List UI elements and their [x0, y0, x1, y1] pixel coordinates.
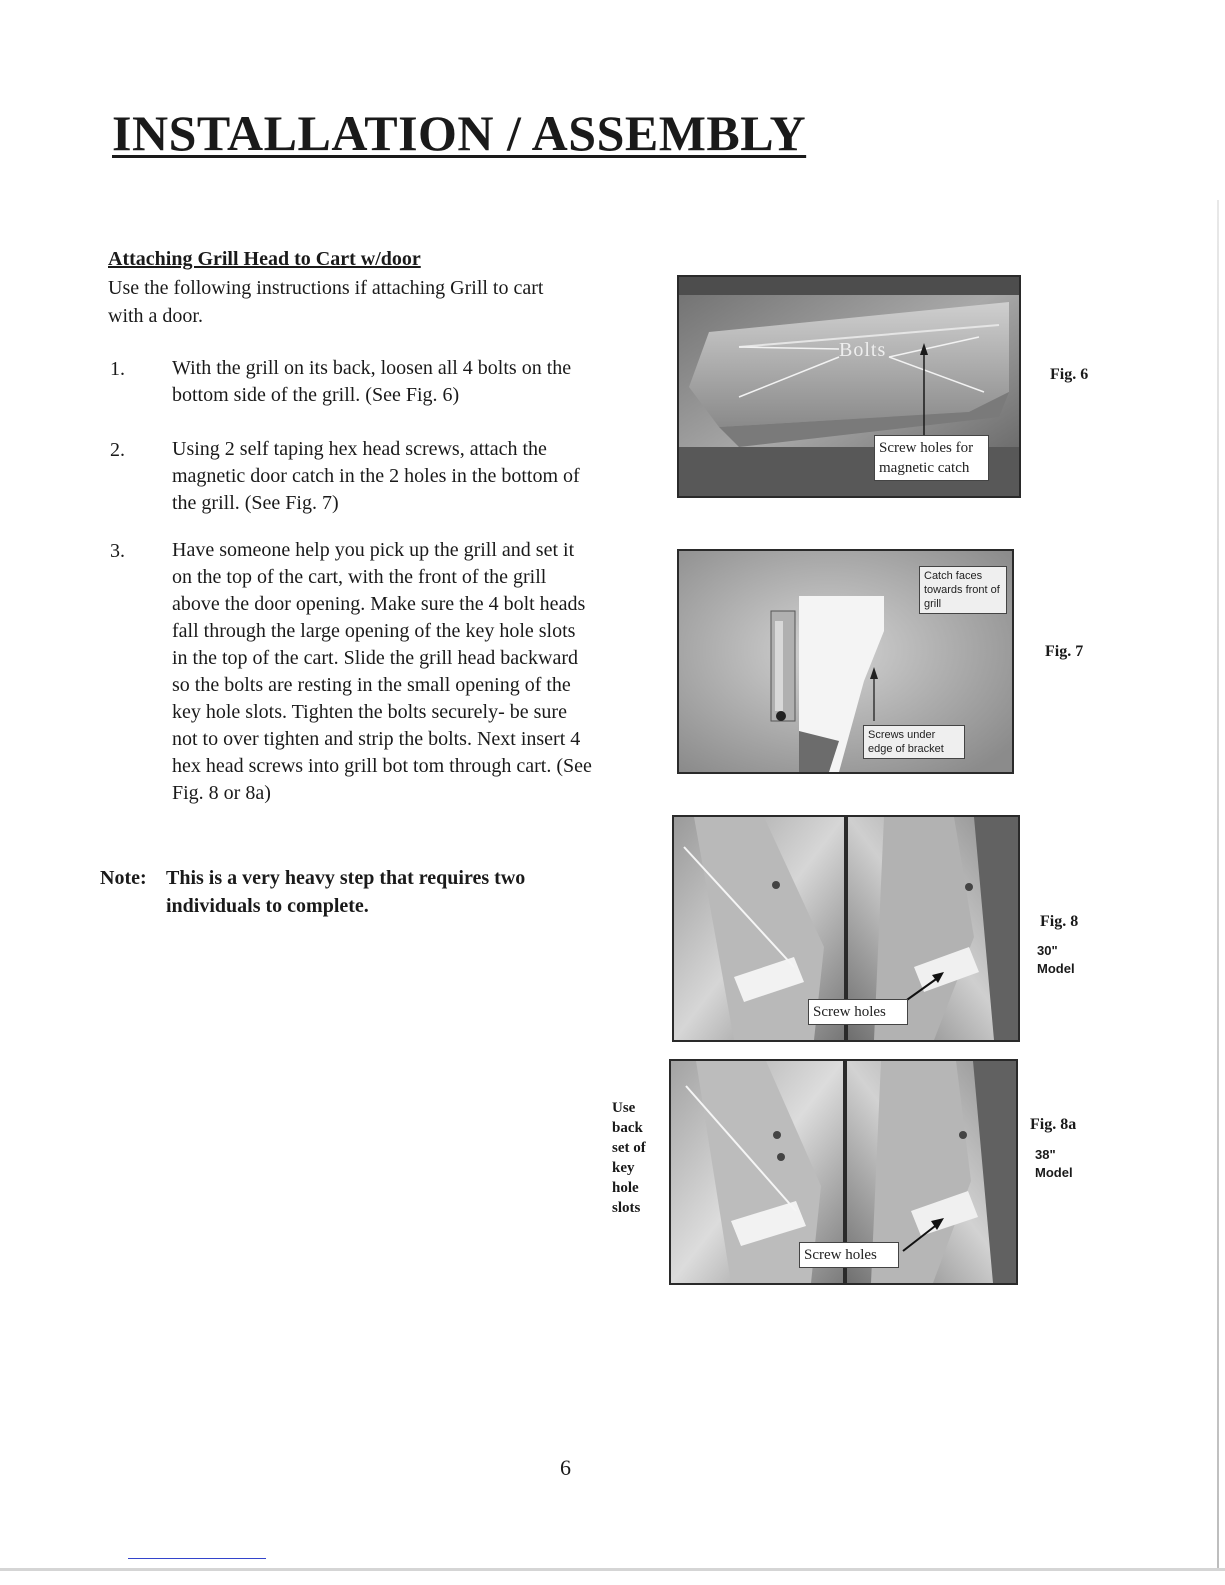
step-number-3: 3.	[110, 540, 125, 562]
fig6-label: Fig. 6	[1050, 366, 1089, 383]
fig8-label: Fig. 8	[1040, 913, 1079, 930]
intro-text: Use the following instructions if attaching Grill to cart with a door.	[108, 277, 544, 327]
step-text-3: Have someone help you pick up the grill and set it on the top of the cart, with the front of the grill above the door opening. Make sure the 4 bolt heads fall through the large opening of the key hole slots in the top of the cart. Slide the grill head backward so the bolts are resting in the small opening of the key hole slots. Tighten the bolts securely- be sure not to over tighten and strip the bolts. Next insert 4 hex head screws into grill bot tom through cart. (See Fig. 8 or 8a)	[172, 539, 592, 804]
fig6-photo	[677, 275, 1021, 498]
page-title: INSTALLATION / ASSEMBLY	[112, 105, 807, 161]
fig8-callout: Screw holes	[808, 999, 908, 1025]
step-number-2: 2.	[110, 439, 125, 461]
section-heading: Attaching Grill Head to Cart w/door	[108, 248, 421, 270]
fig6-callout: Screw holes for magnetic catch	[874, 435, 989, 481]
note-text: This is a very heavy step that requires two individuals to complete.	[166, 867, 526, 917]
scan-margin-edge	[1217, 200, 1219, 1570]
footer-rule	[128, 1558, 266, 1559]
page-number: 6	[560, 1455, 571, 1480]
fig8-model: 30" Model	[1037, 943, 1075, 976]
fig8a-photo	[669, 1059, 1018, 1285]
step-number-1: 1.	[110, 358, 125, 380]
fig8a-side-note: Use back set of key hole slots	[612, 1100, 646, 1216]
fig8a-callout: Screw holes	[799, 1242, 899, 1268]
step-text-2: Using 2 self taping hex head screws, attach the magnetic door catch in the 2 holes in the bottom of the grill. (See Fig. 7)	[172, 438, 580, 514]
fig8a-model: 38" Model	[1035, 1147, 1073, 1180]
scan-bottom-edge	[0, 1568, 1225, 1571]
fig8-photo	[672, 815, 1020, 1042]
note-label: Note:	[100, 867, 147, 889]
fig7-photo	[677, 549, 1014, 774]
step-text-1: With the grill on its back, loosen all 4 bolts on the bottom side of the grill. (See Fig. 6)	[172, 357, 572, 406]
fig7-callout-bottom: Screws under edge of bracket	[863, 725, 965, 759]
fig7-callout-top: Catch faces towards front of grill	[919, 566, 1007, 614]
fig6-bolts-label: Bolts	[839, 339, 887, 361]
fig8a-label: Fig. 8a	[1030, 1116, 1077, 1133]
fig7-label: Fig. 7	[1045, 643, 1084, 660]
